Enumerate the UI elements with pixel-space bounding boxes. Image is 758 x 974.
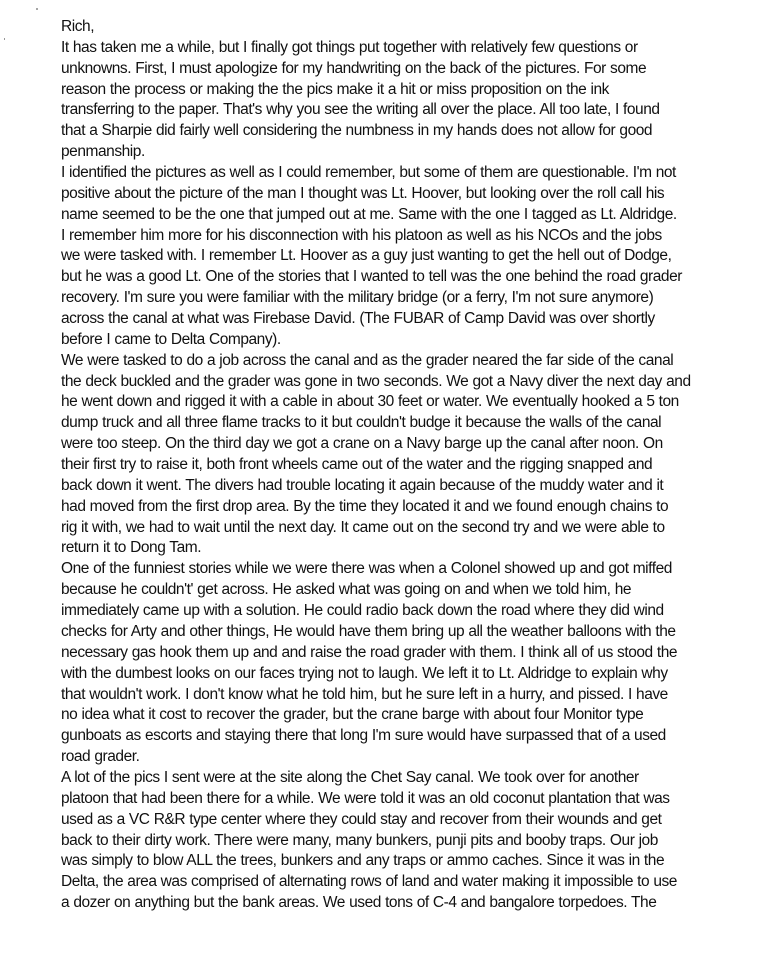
letter-line: necessary gas hook them up and and raise the road grader with them. I think all of us stood the xyxy=(61,643,678,661)
scan-speck xyxy=(36,8,38,10)
letter-line: Rich, xyxy=(61,18,95,35)
letter-line: with the dumbest looks on our faces trying not to laugh. We left it to Lt. Aldridge to explain why xyxy=(61,664,668,682)
letter-line: gunboats as escorts and staying there that long I'm sure would have surpassed that of a used xyxy=(61,727,666,745)
letter-line: dump truck and all three flame tracks to it but couldn't budge it because the walls of the canal xyxy=(61,414,662,432)
letter-line: no idea what it cost to recover the grader, but the crane barge with about four Monitor type xyxy=(61,706,644,724)
letter-line: recovery. I'm sure you were familiar with the military bridge (or a ferry, I'm not sure anymore) xyxy=(61,289,654,307)
letter-line: One of the funniest stories while we were there was when a Colonel showed up and got miffed xyxy=(61,560,672,578)
letter-line: immediately came up with a solution. He could radio back down the road where they did wind xyxy=(61,602,664,620)
letter-line: platoon that had been there for a while. We were told it was an old coconut plantation that was xyxy=(61,789,670,807)
letter-line: was simply to blow ALL the trees, bunkers and any traps or ammo caches. Since it was in the xyxy=(61,852,665,870)
letter-line: across the canal at what was Firebase David. (The FUBAR of Camp David was over shortly xyxy=(61,310,655,328)
letter-line: I remember him more for his disconnection with his platoon as well as his NCOs and the jobs xyxy=(61,226,662,244)
letter-line: he went down and rigged it with a cable in about 30 feet or water. We eventually hooked a 5 ton xyxy=(61,393,679,411)
letter-line: reason the process or making the the pics make it a hit or miss proposition on the ink xyxy=(61,80,609,98)
letter-line: because he couldn't' get across. He asked what was going on and when we told him, he xyxy=(61,581,632,599)
letter-line: A lot of the pics I sent were at the site along the Chet Say canal. We took over for another xyxy=(61,768,639,786)
letter-line: but he was a good Lt. One of the stories that I wanted to tell was the one behind the road grader xyxy=(61,268,682,286)
letter-line: a dozer on anything but the bank areas. We used tons of C-4 and bangalore torpedoes. The xyxy=(61,894,657,912)
letter-line: transferring to the paper. That's why you see the writing all over the place. All too late, I found xyxy=(61,101,660,119)
letter-line: I identified the pictures as well as I could remember, but some of them are questionable. I'm not xyxy=(61,164,676,182)
letter-line: back down it went. The divers had trouble locating it again because of the muddy water and it xyxy=(61,476,664,494)
scan-speck xyxy=(4,38,5,40)
letter-line: had moved from the first drop area. By the time they located it and we found enough chains to xyxy=(61,497,669,515)
letter-line: the deck buckled and the grader was gone in two seconds. We got a Navy diver the next day and xyxy=(61,372,691,390)
letter-line: name seemed to be the one that jumped out at me. Same with the one I tagged as Lt. Aldridge. xyxy=(61,205,677,223)
letter-line: we were tasked with. I remember Lt. Hoover as a guy just wanting to get the hell out of Dodge, xyxy=(61,247,672,265)
letter-line: checks for Arty and other things, He would have them bring up all the weather balloons with the xyxy=(61,622,676,640)
letter-line: before I came to Delta Company). xyxy=(61,330,281,348)
letter-line: Delta, the area was comprised of alternating rows of land and water making it impossible to use xyxy=(61,873,677,891)
letter-line: used as a VC R&R type center where they could stay and recover from their wounds and get xyxy=(61,810,662,828)
letter-line: penmanship. xyxy=(61,143,145,161)
letter-line: back to their dirty work. There were many, many bunkers, punji pits and booby traps. Our job xyxy=(61,831,658,849)
letter-line: rig it with, we had to wait until the next day. It came out on the second try and we were able to xyxy=(61,518,665,536)
letter-line: return it to Dong Tam. xyxy=(61,539,202,557)
letter-line: unknowns. First, I must apologize for my handwriting on the back of the pictures. For some xyxy=(61,59,647,77)
letter-line: It has taken me a while, but I finally got things put together with relatively few questions or xyxy=(61,38,638,56)
letter-line: that wouldn't work. I don't know what he told him, but he sure left in a hurry, and pissed. I have xyxy=(61,685,668,703)
letter-line: positive about the picture of the man I thought was Lt. Hoover, but looking over the roll call his xyxy=(61,184,665,202)
letter-line: were too steep. On the third day we got a crane on a Navy barge up the canal after noon. On xyxy=(61,435,663,453)
letter-line: road grader. xyxy=(61,748,140,766)
letter-line: that a Sharpie did fairly well considering the numbness in my hands does not allow for good xyxy=(61,122,653,140)
letter-line: their first try to raise it, both front wheels came out of the water and the rigging snapped and xyxy=(61,456,653,474)
letter-body xyxy=(61,17,751,914)
letter-line: We were tasked to do a job across the canal and as the grader neared the far side of the canal xyxy=(61,351,674,369)
